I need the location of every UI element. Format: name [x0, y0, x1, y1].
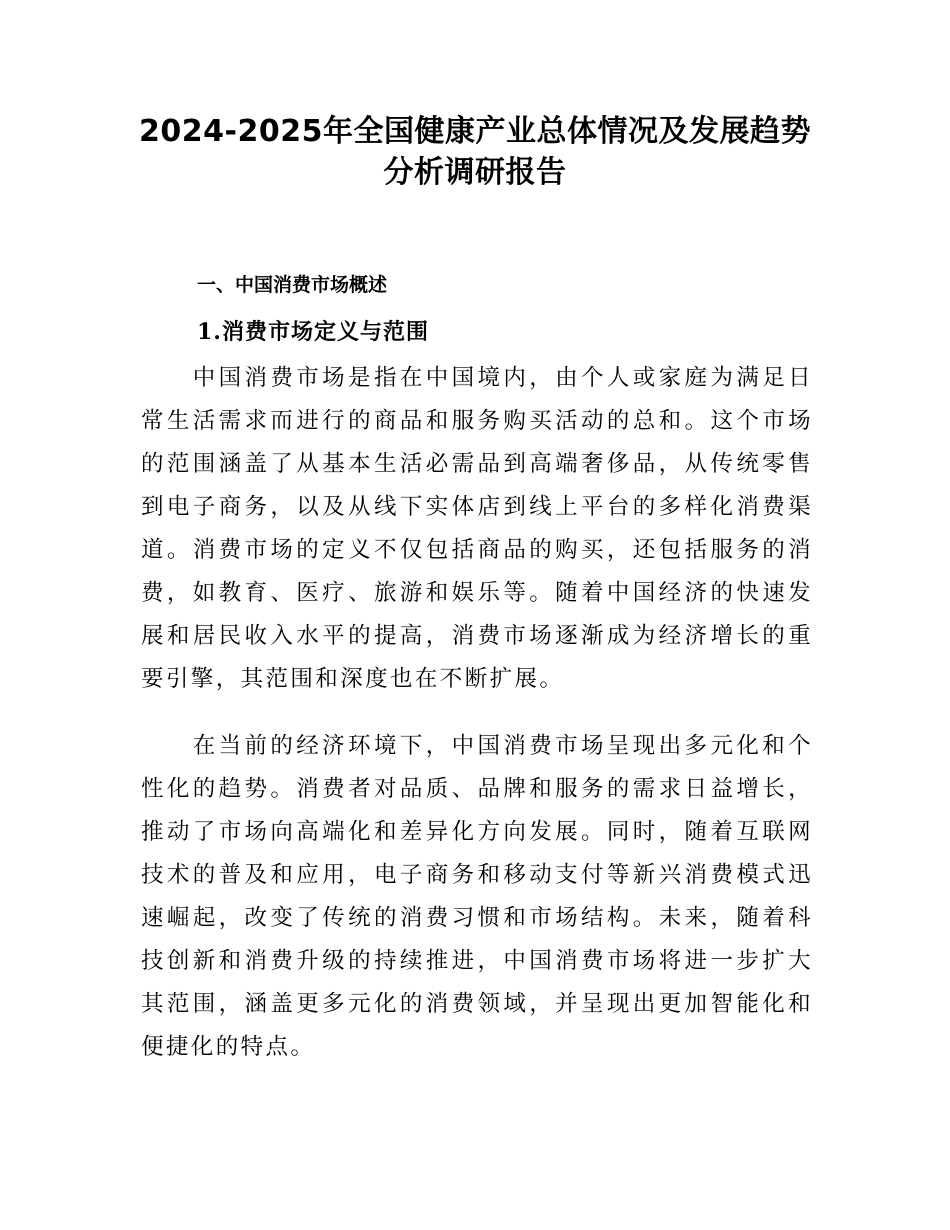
document-title-line1: 2024-2025年全国健康产业总体情况及发展趋势 [139, 114, 811, 149]
body-paragraph-2: 在当前的经济环境下，中国消费市场呈现出多元化和个性化的趋势。消费者对品质、品牌和服务的需求日益增长，推动了市场向高端化和差异化方向发展。同时，随着互联网技术的普及和应用，电子商务和移动支付等新兴消费模式迅速崛起，改变了传统的消费习惯和市场结构。未来，随着科技创新和消费升级的持续推进，中国消费市场将进一步扩大其范围，涵盖更多元化的消费领域，并呈现出更加智能化和便捷化的特点。 [141, 733, 813, 1060]
section-heading: 一、中国消费市场概述 [197, 274, 388, 296]
body-paragraph-1: 中国消费市场是指在中国境内，由个人或家庭为满足日常生活需求而进行的商品和服务购买活动的总和。这个市场的范围涵盖了从基本生活必需品到高端奢侈品，从传统零售到电子商务，以及从线下实体店到线上平台的多样化消费渠道。消费市场的定义不仅包括商品的购买，还包括服务的消费，如教育、医疗、旅游和娱乐等。随着中国经济的快速发展和居民收入水平的提高，消费市场逐渐成为经济增长的重要引擎，其范围和深度也在不断扩展。 [141, 365, 813, 692]
subsection-heading: 1.消费市场定义与范围 [197, 319, 429, 345]
document-title-line2: 分析调研报告 [383, 155, 567, 190]
